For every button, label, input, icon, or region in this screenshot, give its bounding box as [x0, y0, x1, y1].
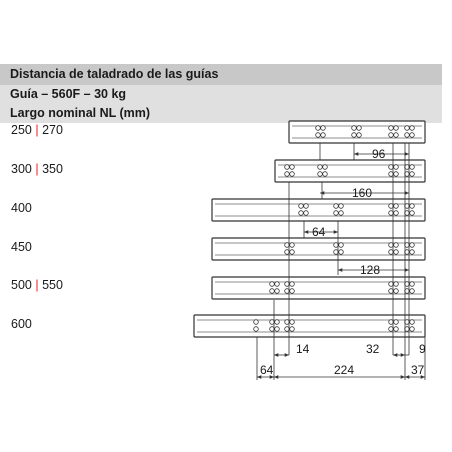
rail-600	[194, 315, 425, 337]
dim-64-bottom: 64	[260, 363, 274, 377]
dim-96: 96	[372, 147, 386, 161]
length-value: 300	[11, 162, 32, 176]
length-value: 500	[11, 278, 32, 292]
rails	[194, 121, 425, 337]
rail-inner-lines	[197, 126, 422, 332]
dim-128: 128	[360, 263, 381, 277]
dim-160: 160	[352, 186, 373, 200]
length-separator: |	[35, 123, 39, 137]
length-value: 250	[11, 123, 32, 137]
dim-37: 37	[411, 363, 425, 377]
rail-250-270	[289, 121, 425, 143]
length-separator: |	[35, 278, 39, 292]
length-value: 350	[42, 162, 63, 176]
length-value: 600	[11, 317, 32, 331]
dimension-lines	[257, 154, 425, 377]
rail-300-350	[275, 160, 425, 182]
dim-224: 224	[334, 363, 355, 377]
length-value: 550	[42, 278, 63, 292]
guide-spec: Guía – 560F – 30 kg	[0, 85, 442, 104]
drill-holes	[254, 126, 415, 332]
table-title: Distancia de taladrado de las guías	[0, 64, 442, 85]
length-separator: |	[35, 162, 39, 176]
dim-32: 32	[366, 342, 380, 356]
length-value: 450	[11, 240, 32, 254]
dim-64-row: 64	[312, 225, 326, 239]
dim-14: 14	[296, 342, 310, 356]
length-value: 270	[42, 123, 63, 137]
dim-9: 9	[419, 342, 426, 356]
nominal-length-header: Largo nominal NL (mm)	[0, 104, 442, 123]
length-value: 400	[11, 201, 32, 215]
